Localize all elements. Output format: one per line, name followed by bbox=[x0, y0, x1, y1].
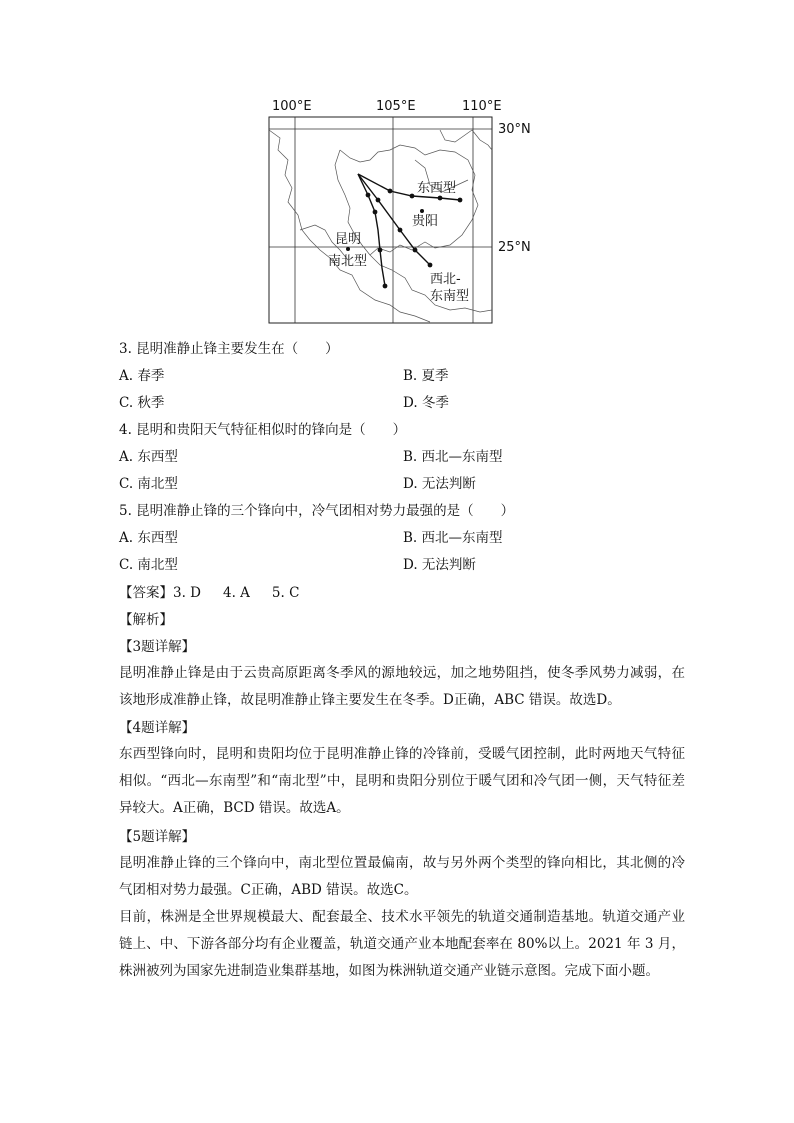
q3-option-a[interactable]: A. 春季 bbox=[119, 368, 165, 384]
q3-option-c[interactable]: C. 秋季 bbox=[119, 395, 165, 411]
q4-option-c[interactable]: C. 南北型 bbox=[119, 476, 178, 492]
q5-option-d[interactable]: D. 无法判断 bbox=[403, 557, 476, 573]
lon-label-105: 105°E bbox=[376, 99, 416, 114]
lat-label-30: 30°N bbox=[498, 122, 531, 137]
detail-3-text: 昆明准静止锋是由于云贵高原距离冬季风的源地较远，加之地势阻挡，使冬季风势力减弱，在该地形成准静止锋，故昆明准静止锋主要发生在冬季。D正确，ABC 错误。故选D。 bbox=[119, 665, 685, 708]
q4-option-d[interactable]: D. 无法判断 bbox=[403, 476, 476, 492]
label-xibei-1: 西北- bbox=[430, 272, 461, 287]
detail-3-heading: 【3题详解】 bbox=[119, 639, 196, 655]
q5-option-c[interactable]: C. 南北型 bbox=[119, 557, 178, 573]
answer-item-4: 4. A bbox=[223, 585, 250, 601]
question-5-stem: 5. 昆明准静止锋的三个锋向中，冷气团相对势力最强的是（ ） bbox=[119, 503, 515, 519]
question-4-stem: 4. 昆明和贵阳天气特征相似时的锋向是（ ） bbox=[119, 422, 407, 438]
detail-4-heading: 【4题详解】 bbox=[119, 720, 196, 736]
q5-option-a[interactable]: A. 东西型 bbox=[119, 530, 178, 546]
question-3-stem: 3. 昆明准静止锋主要发生在（ ） bbox=[119, 341, 339, 357]
answer-line bbox=[119, 583, 321, 603]
lon-label-100: 100°E bbox=[272, 99, 312, 114]
q3-option-b[interactable]: B. 夏季 bbox=[403, 368, 449, 384]
front-map-figure bbox=[240, 90, 560, 330]
next-group-intro: 目前，株洲是全世界规模最大、配套最全、技术水平领先的轨道交通制造基地。轨道交通产业链上、中、下游各部分均有企业覆盖，轨道交通产业本地配套率在 80%以上。2021 年 3 月，株洲被列为国家先进制造业集群基地，如图为株洲轨道交通产业链示意图。完成下面小题。 bbox=[119, 909, 685, 979]
label-xibei-2: 东南型 bbox=[430, 289, 470, 304]
label-guiyang: 贵阳 bbox=[412, 214, 439, 229]
label-dongxi: 东西型 bbox=[417, 181, 457, 196]
detail-5-heading: 【5题详解】 bbox=[119, 829, 196, 845]
q4-option-a[interactable]: A. 东西型 bbox=[119, 449, 178, 465]
q3-option-d[interactable]: D. 冬季 bbox=[403, 395, 449, 411]
analysis-heading: 【解析】 bbox=[119, 612, 173, 628]
answer-item-5: 5. C bbox=[271, 585, 300, 601]
q5-option-b[interactable]: B. 西北—东南型 bbox=[403, 530, 503, 546]
answer-label: 【答案】 bbox=[119, 585, 173, 601]
answer-item-3: 3. D bbox=[173, 585, 201, 601]
detail-5-text: 昆明准静止锋的三个锋向中，南北型位置最偏南，故与另外两个类型的锋向相比，其北侧的冷气团相对势力最强。C正确，ABD 错误。故选C。 bbox=[119, 855, 685, 898]
kunming-point bbox=[346, 247, 350, 251]
guiyang-point bbox=[420, 209, 424, 213]
lon-label-110: 110°E bbox=[462, 99, 502, 114]
lat-label-25: 25°N bbox=[498, 240, 531, 255]
label-nanbei: 南北型 bbox=[328, 254, 368, 269]
front-map bbox=[240, 90, 560, 330]
q4-option-b[interactable]: B. 西北—东南型 bbox=[403, 449, 503, 465]
label-kunming: 昆明 bbox=[335, 232, 362, 247]
detail-4-text: 东西型锋向时，昆明和贵阳均位于昆明准静止锋的冷锋前，受暖气团控制，此时两地天气特征相似。“西北—东南型”和“南北型”中，昆明和贵阳分别位于暖气团和冷气团一侧，天气特征差异较大。A正确，BCD 错误。故选A。 bbox=[119, 746, 685, 816]
